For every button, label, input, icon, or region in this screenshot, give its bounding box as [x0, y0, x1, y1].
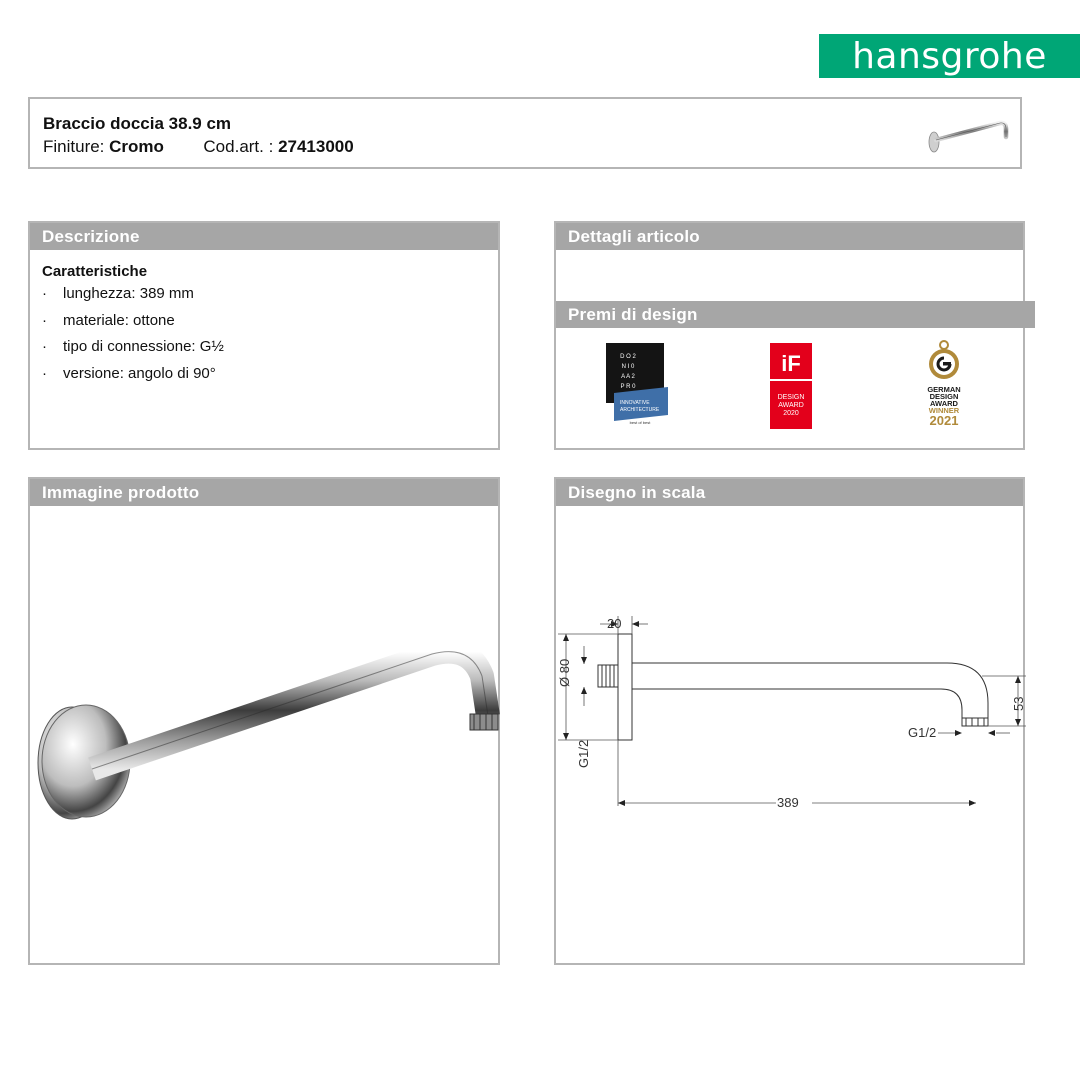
product-header — [28, 97, 1022, 169]
product-thumbnail — [924, 115, 1010, 155]
code-value: 27413000 — [278, 137, 354, 156]
details-panel — [554, 221, 1025, 450]
product-title: Braccio doccia 38.9 cm — [43, 114, 232, 133]
product-image-panel — [28, 477, 500, 965]
award-line: DESIGN — [777, 394, 805, 401]
description-panel — [28, 221, 500, 450]
list-item: · tipo di connessione: G½ — [42, 338, 224, 355]
award-grid-text: N I 0 — [621, 364, 635, 370]
code-label: Cod.art. : — [203, 137, 274, 156]
dim-53-label: 53 — [1011, 696, 1026, 711]
finish-label: Finiture: — [43, 137, 105, 156]
technical-drawing — [556, 506, 1026, 963]
technical-drawing-panel — [554, 477, 1025, 965]
thread-right-label: G1/2 — [908, 725, 937, 740]
awards-header: Premi di design — [556, 301, 1035, 328]
product-meta — [43, 137, 354, 157]
award-line: AWARD — [778, 402, 804, 409]
award-grid-text: D O 2 — [620, 354, 636, 360]
award-grid-text: A A 2 — [621, 374, 635, 380]
details-header: Dettagli articolo — [556, 223, 1023, 250]
product-image-header: Immagine prodotto — [30, 479, 498, 506]
dna-paris-award — [606, 343, 668, 425]
award-line: AWARD — [930, 399, 958, 408]
award-caption: best of best — [629, 420, 651, 425]
award-year: 2021 — [929, 413, 959, 428]
german-design-award — [922, 339, 966, 433]
list-item: · lunghezza: 389 mm — [42, 285, 194, 302]
finish-value: Cromo — [109, 137, 164, 156]
if-logo: iF — [781, 351, 801, 376]
brand-logo: hansgrohe — [819, 34, 1080, 78]
award-line: GERMAN — [927, 385, 961, 394]
drawing-header: Disegno in scala — [556, 479, 1023, 506]
product-image — [30, 506, 498, 963]
list-item: · versione: angolo di 90° — [42, 364, 216, 382]
dim-389-label: 389 — [777, 795, 799, 810]
thread-left-label: G1/2 — [576, 739, 591, 768]
award-line: INNOVATIVE — [620, 400, 650, 406]
if-design-award — [770, 343, 812, 429]
description-header: Descrizione — [30, 223, 498, 250]
list-item: · materiale: ottone — [42, 311, 175, 329]
award-line: ARCHITECTURE — [620, 407, 660, 413]
dim-80-label: Ø 80 — [557, 658, 572, 687]
features-title: Caratteristiche — [42, 263, 148, 280]
features-list — [42, 285, 224, 391]
award-grid-text: P R 0 — [620, 384, 636, 390]
award-winner: WINNER — [928, 406, 960, 415]
award-line: DESIGN — [929, 392, 959, 401]
dim-20-label: 20 — [607, 616, 622, 631]
award-line: 2020 — [783, 410, 799, 417]
